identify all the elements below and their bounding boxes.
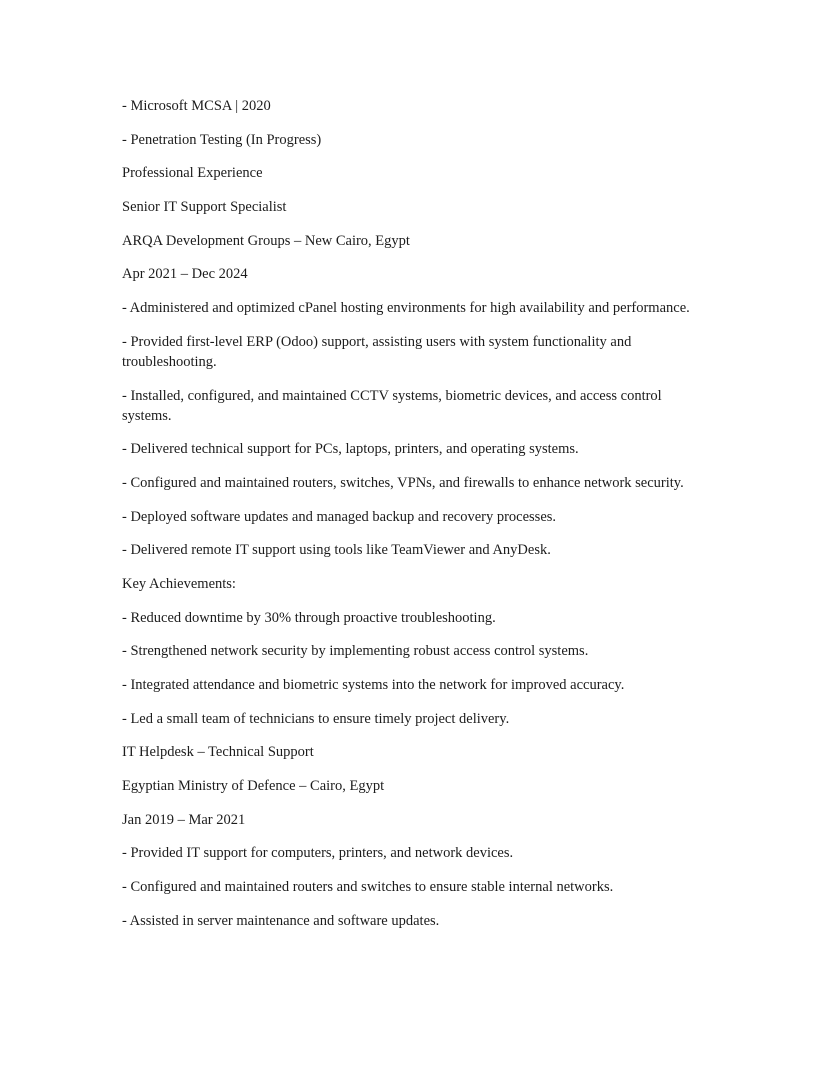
achievement-bullet: - Integrated attendance and biometric systems into the network for improved accuracy. [122, 677, 625, 693]
job-bullet: - Provided IT support for computers, printers, and network devices. [122, 845, 514, 862]
job-bullet: - Delivered remote IT support using tools like TeamViewer and AnyDesk. [122, 542, 551, 559]
job-company: Egyptian Ministry of Defence – Cairo, Egypt [122, 778, 385, 795]
job-dates: Jan 2019 – Mar 2021 [122, 811, 246, 828]
job-bullet: - Configured and maintained routers and switches to ensure stable internal networks. [122, 879, 614, 896]
achievement-bullet: - Strengthened network security by implementing robust access control systems. [122, 643, 589, 660]
job-bullet: - Assisted in server maintenance and software updates. [122, 912, 440, 929]
job-title: Senior IT Support Specialist [122, 199, 287, 216]
job-dates: Apr 2021 – Dec 2024 [122, 266, 248, 283]
document-body [122, 96, 712, 945]
job-bullet: - Provided first-level ERP (Odoo) support, assisting users with system functionality and troubleshooting. [122, 333, 632, 370]
certification-penetration-testing: - Penetration Testing (In Progress) [122, 131, 322, 148]
job-bullet: - Installed, configured, and maintained CCTV systems, biometric devices, and access control systems. [122, 387, 662, 424]
certification-mcsa: - Microsoft MCSA | 2020 [122, 98, 271, 114]
job-bullet: - Deployed software updates and managed backup and recovery processes. [122, 508, 557, 525]
job-bullet: - Administered and optimized cPanel hosting environments for high availability and performance. [122, 300, 690, 317]
key-achievements-heading: Key Achievements: [122, 575, 236, 592]
job-company: ARQA Development Groups – New Cairo, Egypt [122, 232, 410, 249]
achievement-bullet: - Reduced downtime by 30% through proactive troubleshooting. [122, 609, 496, 626]
job-bullet: - Delivered technical support for PCs, laptops, printers, and operating systems. [122, 441, 579, 458]
job-bullet: - Configured and maintained routers, switches, VPNs, and firewalls to enhance network security. [122, 474, 684, 491]
achievement-bullet: - Led a small team of technicians to ensure timely project delivery. [122, 710, 510, 727]
job-title: IT Helpdesk – Technical Support [122, 744, 314, 761]
section-heading-professional-experience: Professional Experience [122, 165, 263, 182]
